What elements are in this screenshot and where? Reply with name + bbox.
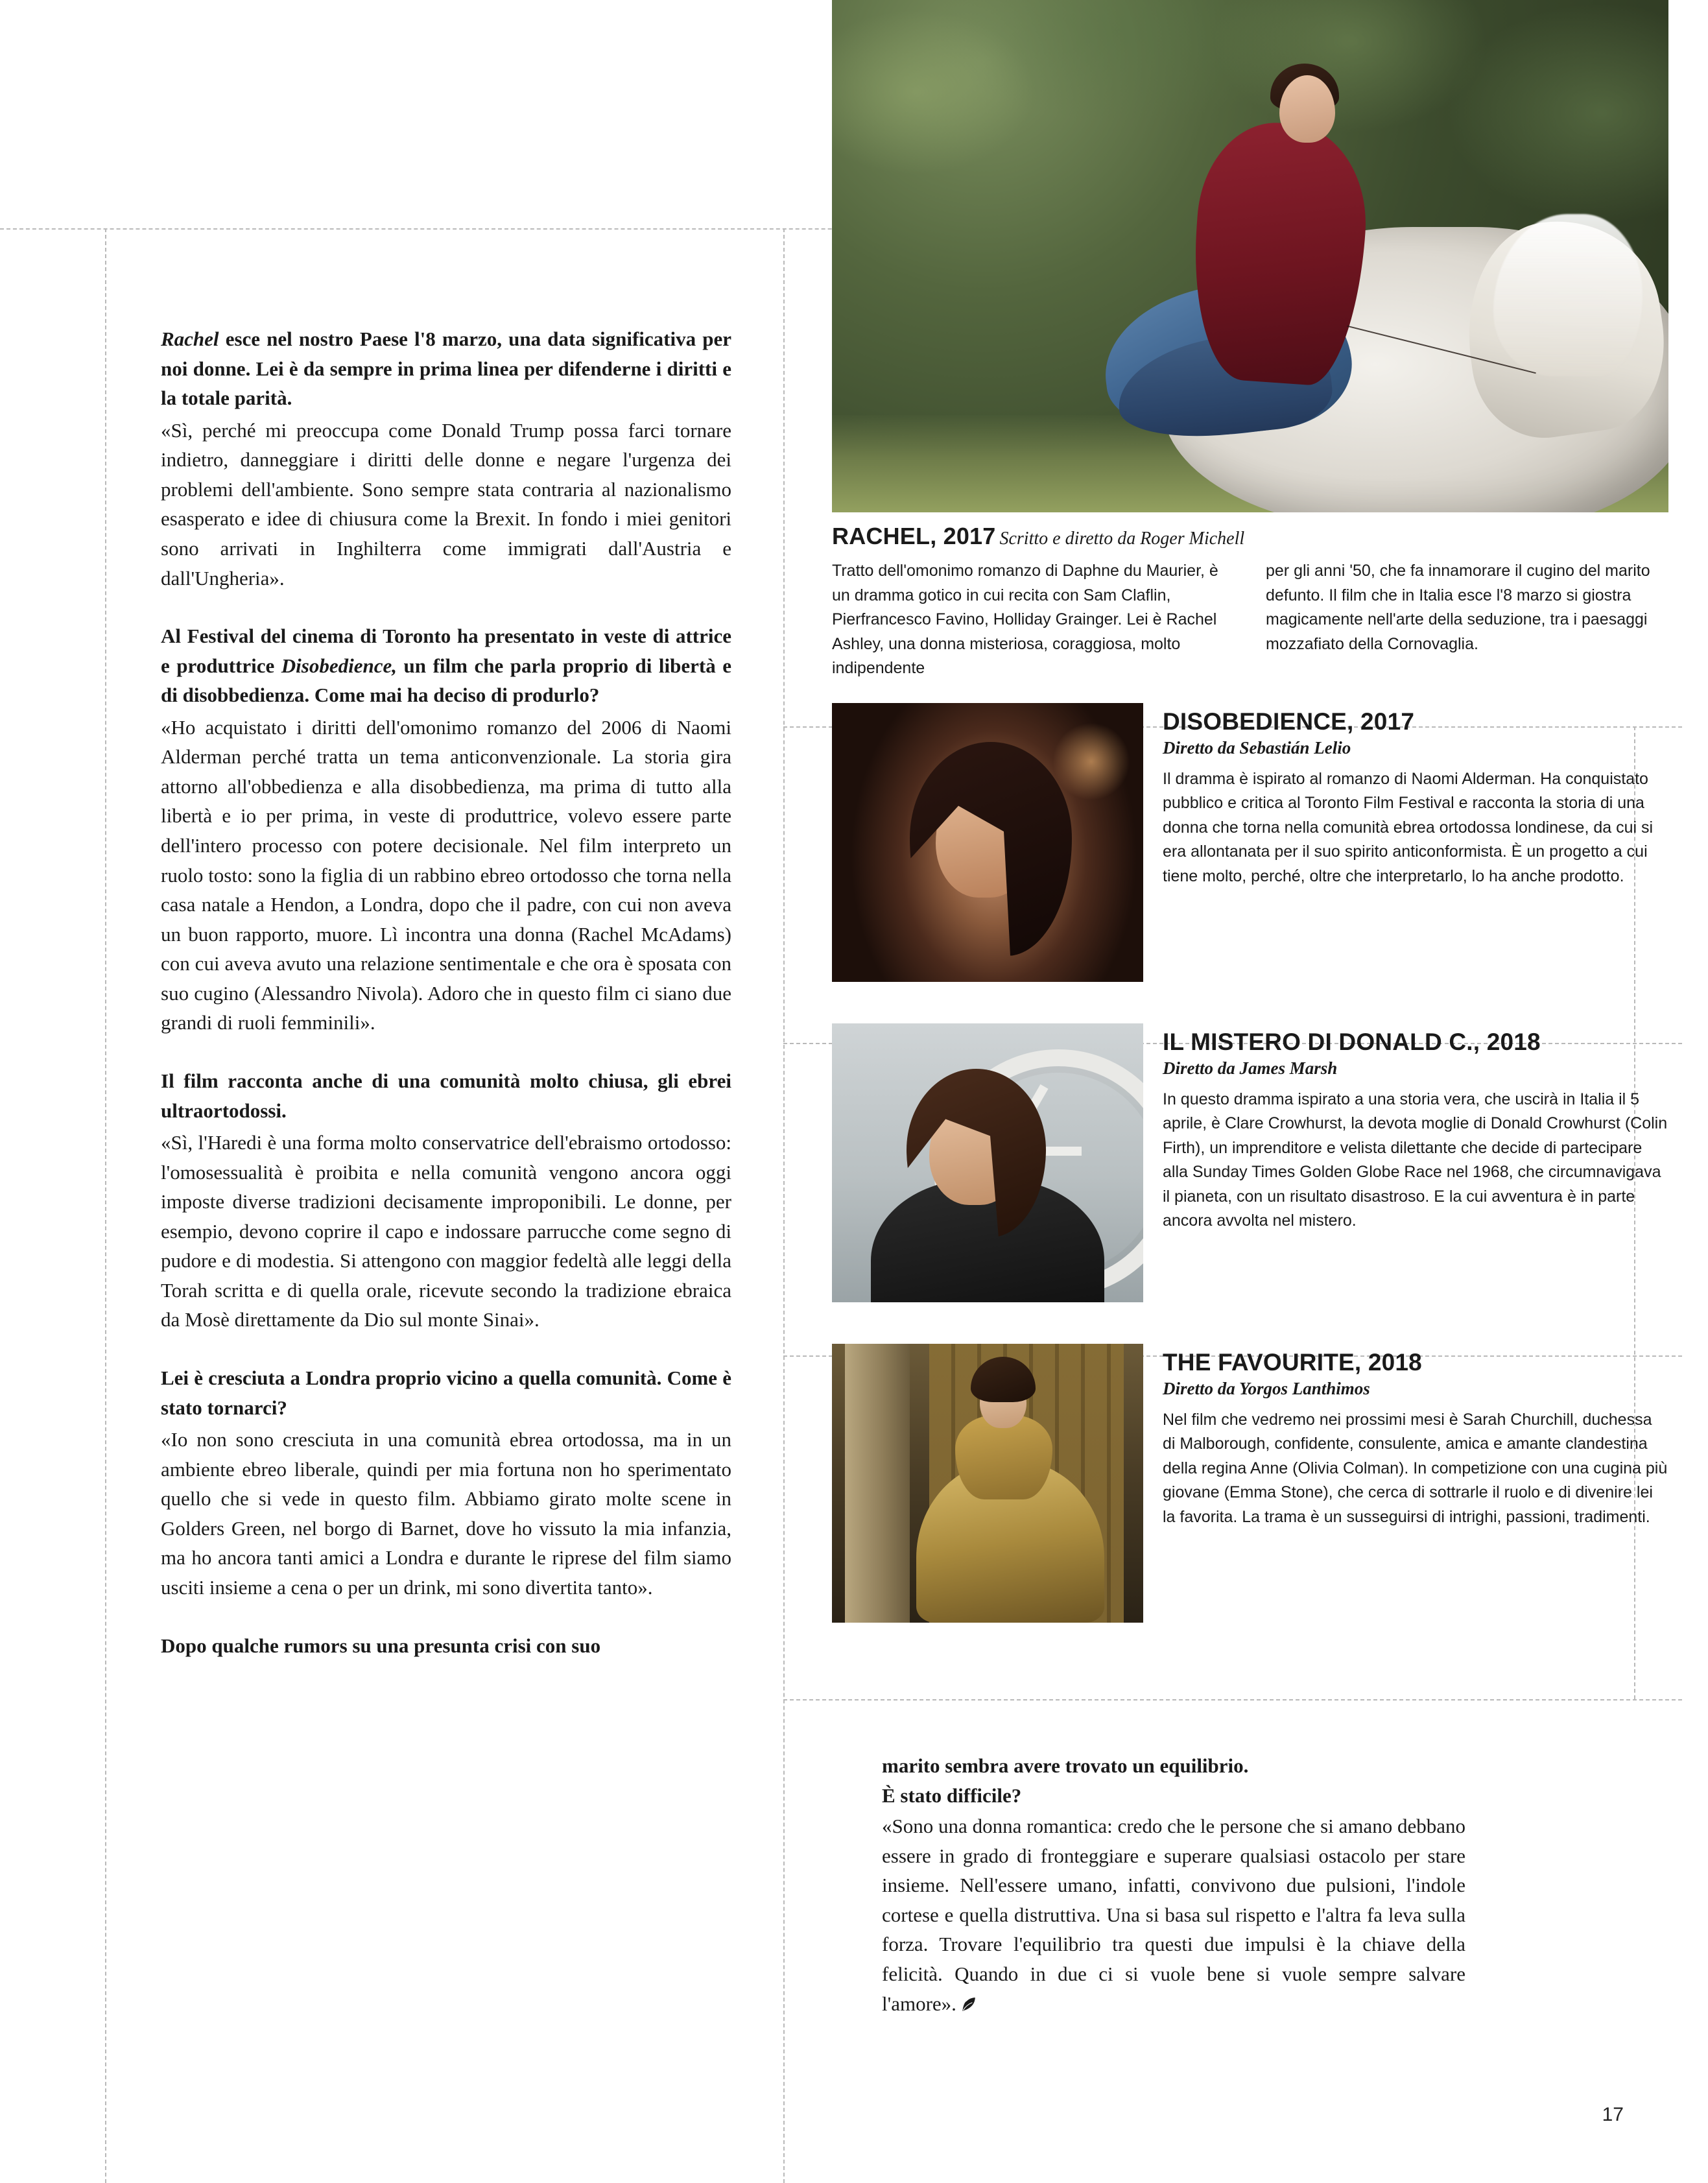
- thumb-bokeh: [1052, 722, 1130, 800]
- film-text-il-mistero-di-donald-c: [1163, 1023, 1668, 1302]
- interview-left-column: [161, 324, 731, 1660]
- film-thumb-il-mistero-di-donald-c: [832, 1023, 1143, 1302]
- interview-question-3: Il film racconta anche di una comunità molto chiusa, gli ebrei ultraortodossi.: [161, 1069, 731, 1122]
- film-director-the-favourite: Diretto da Yorgos Lanthimos: [1163, 1378, 1370, 1398]
- film-director-il-mistero-di-donald-c: Diretto da James Marsh: [1163, 1058, 1338, 1078]
- guide-line-horizontal-card-4: [783, 1699, 1682, 1700]
- film-text-the-favourite: [1163, 1344, 1668, 1623]
- guide-line-vertical-center: [783, 228, 785, 2183]
- interview-question-5-part-2: marito sembra avere trovato un equilibrio. È stato difficile?: [882, 1754, 1249, 1807]
- question-1-text: esce nel nostro Paese l'8 marzo, una data significativa per noi donne. Lei è da sempre in prima linea per difenderne i diritti e la totale parità.: [161, 328, 731, 410]
- page-number: 17: [1602, 2104, 1624, 2125]
- thumb-art-disobedience: [832, 703, 1143, 982]
- thumb-art-donald: [832, 1023, 1143, 1302]
- interview-question-4: Lei è cresciuta a Londra proprio vicino a quella comunità. Come è stato tornarci?: [161, 1366, 731, 1419]
- interview-question-2: Al Festival del cinema di Toronto ha presentato in veste di attrice e produttrice Disobedience, un film che parla proprio di libertà e di disobbedienza. Come mai ha deciso di produrlo?: [161, 625, 732, 707]
- film-title-the-favourite: THE FAVOURITE, 2018: [1163, 1348, 1422, 1376]
- interview-continuation: [882, 1751, 1465, 2018]
- rachel-caption-body-col-1: Tratto dell'omonimo romanzo di Daphne du Maurier, è un dramma gotico in cui recita con Sam Claflin, Pierfrancesco Favino, Holliday Grainger. Lei è Rachel Ashley, una donna misteriosa, coraggiosa, molto indipendente: [832, 562, 1218, 677]
- interview-answer-4: «Io non sono cresciuta in una comunità ebrea ortodossa, ma in un ambiente ebreo liberale, quindi per mia fortuna non ho sperimentato quello che si vede in questo film. Abbiamo girato molte scene in Golders Green, nel borgo di Barnet, dove ho vissuto la mia infanzia, ma ho ancora tanti amici a Londra e durante le riprese del film siamo usciti insieme a cena o per un drink, mi sono divertita tanto».: [161, 1428, 731, 1599]
- film-description-the-favourite: Nel film che vedremo nei prossimi mesi è Sarah Churchill, duchessa di Malborough, confidente, consulente, amica e amante clandestina della regina Anne (Olivia Colman). In competizione con una cugina più giovane (Emma Stone), che cerca di sottrarle il ruolo e di divenire lei la favorita. La trama è un susseguirsi di intrighi, passioni, tradimenti.: [1163, 1410, 1668, 1526]
- film-director-disobedience: Diretto da Sebastián Lelio: [1163, 737, 1351, 757]
- interview-answer-5: [882, 1811, 1465, 2018]
- film-card-disobedience: [832, 703, 1668, 1001]
- interview-question-1: [161, 324, 731, 413]
- interview-answer-2: «Ho acquistato i diritti dell'omonimo romanzo del 2006 di Naomi Alderman perché tratta un tema anticonvenzionale. La storia gira attorno all'obbedienza e alla disobbedienza, ma prima di tutto alla libertà e io per prima, in veste di produttrice, volevo essere parte dell'intero processo con potere decisionale. Nel film interpreto un ruolo tosto: sono la figlia di un rabbino ebreo ortodosso che torna nella casa natale a Hendon, a Londra, dopo che il padre, con cui non aveva un buon rapporto, muore. Lì incontra una donna (Rachel McAdams) con cui aveva avuto una relazione sentimentale e che ora è sposata con suo cugino (Alessandro Nivola). Adoro che in questo film ci siano due grandi di ruoli femminili».: [161, 715, 731, 1034]
- interview-answer-1: «Sì, perché mi preoccupa come Donald Trump possa farci tornare indietro, danneggiare i diritti delle donne e negare l'urgenza dei problemi dell'ambiente. Sono sempre stata contraria al nazionalismo esasperato e idee di chiusura come la Brexit. In fondo i miei genitori sono arrivati in Inghilterra come immigrati dall'Austria e dall'Ungheria».: [161, 418, 731, 590]
- right-column: [832, 0, 1668, 1642]
- rachel-caption-subtitle: Scritto e diretto da Roger Michell: [999, 529, 1245, 549]
- film-card-the-favourite: [832, 1344, 1668, 1642]
- rachel-caption-block: [832, 512, 1668, 681]
- question-1-italic-lead: Rachel: [161, 328, 219, 350]
- rachel-caption-title: RACHEL, 2017: [832, 523, 996, 549]
- interview-answer-5-text: «Sono una donna romantica: credo che le persone che si amano debbano essere in grado di fronteggiare e superare qualsiasi ostacolo per stare insieme. Nell'essere umano, infatti, convivono due pulsioni, l'indole cortese e quella distruttiva. Una si basa sul rispetto e l'altra fa leva sulla forza. Trovare l'equilibrio tra questi due impulsi è la chiave della felicità. Quando in due ci si vuole bene si vuole sempre salvare l'amore».: [882, 1815, 1465, 2015]
- hero-photo-rachel: [832, 0, 1668, 512]
- film-title-il-mistero-di-donald-c: IL MISTERO DI DONALD C., 2018: [1163, 1028, 1541, 1055]
- guide-line-vertical-left: [105, 228, 106, 2183]
- film-thumb-disobedience: [832, 703, 1143, 982]
- rachel-caption-body-col-2: per gli anni '50, che fa innamorare il cugino del marito defunto. Il film che in Italia esce l'8 marzo si giostra magicamente nell'arte della seduzione, tra i paesaggi mozzafiato della Cornovaglia.: [1266, 562, 1650, 653]
- thumb-art-favourite: [832, 1344, 1143, 1623]
- film-card-il-mistero-di-donald-c: [832, 1023, 1668, 1322]
- rachel-caption-body: [832, 559, 1668, 681]
- film-text-disobedience: [1163, 703, 1668, 982]
- thumb-column: [845, 1344, 910, 1623]
- end-mark-leaf-icon: [960, 1992, 977, 2009]
- film-thumb-the-favourite: [832, 1344, 1143, 1623]
- film-description-il-mistero-di-donald-c: In questo dramma ispirato a una storia vera, che uscirà in Italia il 5 aprile, è Clare Crowhurst, la devota moglie di Donald Crowhurst (Colin Firth), un imprenditore e velista dilettante che decide di partecipare alla Sunday Times Golden Globe Race nel 1968, che circumnavigava il pianeta, con un risultato disastroso. E la cui avventura è in parte ancora avvolta nel mistero.: [1163, 1090, 1668, 1230]
- interview-answer-3: «Sì, l'Haredi è una forma molto conservatrice dell'ebraismo ortodosso: l'omosessualità è proibita e nella comunità vengono ancora oggi imposte diverse tradizioni decisamente improponibili. Le donne, per esempio, devono coprire il capo e indossare parrucche come segno di pudore e di modestia. Si attengono con maggior fedeltà alle leggi della Torah scritta e di quella orale, ricevute secondo la tradizione ebraica da Mosè direttamente da Dio sul monte Sinai».: [161, 1131, 731, 1331]
- film-title-disobedience: DISOBEDIENCE, 2017: [1163, 708, 1415, 735]
- interview-question-5-part-1: Dopo qualche rumors su una presunta crisi con suo: [161, 1634, 601, 1657]
- film-description-disobedience: Il dramma è ispirato al romanzo di Naomi Alderman. Ha conquistato pubblico e critica al Toronto Film Festival e racconta la storia di una donna che torna nella comunità ebrea ortodossa londinese, da cui si era allontanata per il suo spirito anticonformista. È un progetto a cui tiene molto, perché, oltre che interpretarlo, lo ha anche prodotto.: [1163, 769, 1654, 885]
- question-2-italic-title: Disobedience,: [281, 654, 397, 677]
